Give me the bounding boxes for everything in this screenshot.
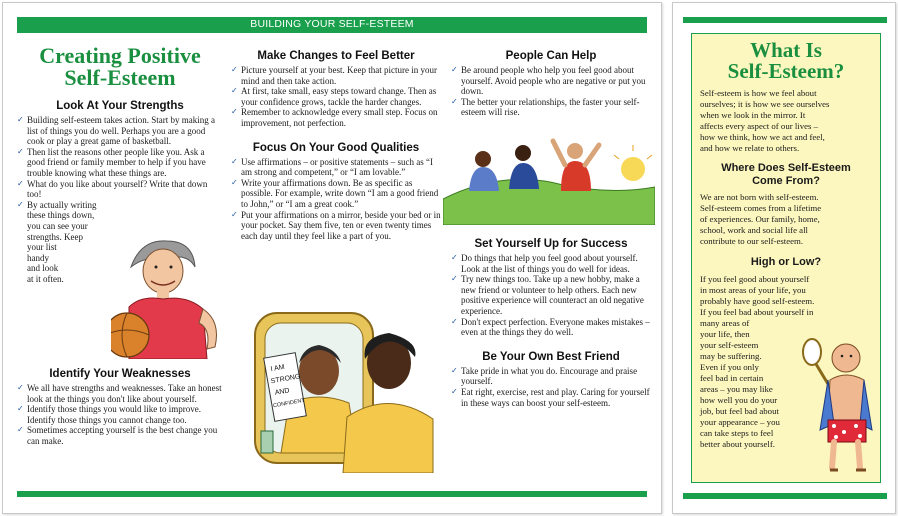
brochure-left-panel	[2, 2, 662, 514]
check-icon: ✓	[451, 253, 458, 262]
list-item: ✓ Building self-esteem takes action. Start by making a list of things you do well. Perhaps you are a good cook or play a great game of basketball.	[17, 115, 215, 147]
qualities-list	[231, 157, 441, 242]
list-item: ✓ Write your affirmations down. Be as specific as possible. For example, write down “I am a good friend to John,” or “I am a great cook.”	[231, 177, 439, 209]
where-paragraph: We are not born with self-esteem. Self-esteem comes from a lifetime of experiences. Our family, home, school, work and social life all contribute to our self-esteem.	[700, 192, 822, 246]
best-friend-heading: Be Your Own Best Friend	[482, 350, 620, 363]
list-item: ✓ Try new things too. Take up a new hobby, make a new friend or volunteer to help others. Each new positive experience will counteract an old negative experience.	[451, 274, 644, 316]
man-with-mirror-illustration	[798, 324, 878, 474]
column-2	[231, 49, 441, 241]
check-icon: ✓	[451, 316, 458, 326]
list-item: ✓ Do things that help you feel good about yourself. Look at the list of things you do well for ideas.	[451, 253, 638, 274]
qualities-heading: Focus On Your Good Qualities	[252, 141, 420, 154]
check-icon: ✓	[17, 178, 24, 188]
high-low-heading: High or Low?	[750, 256, 822, 268]
success-heading: Set Yourself Up for Success	[474, 238, 628, 250]
weaknesses-heading: Identify Your Weaknesses	[49, 368, 191, 380]
check-icon: ✓	[231, 107, 238, 117]
check-icon: ✓	[231, 177, 238, 187]
mirror-affirmation-illustration	[249, 307, 435, 473]
list-item: ✓ Identify those things you would like to improve. Identify those things you cannot change too.	[17, 404, 201, 425]
check-icon: ✓	[17, 425, 24, 435]
right-title-line-1: What Is	[750, 38, 822, 62]
check-icon: ✓	[231, 156, 238, 166]
right-panel-title	[692, 40, 880, 82]
weaknesses-section	[17, 367, 223, 447]
list-item: ✓ Use affirmations – or positive statements – such as “I am strong and competent,” or “I am lovable.”	[231, 156, 434, 178]
list-item: ✓ What do you like about yourself? Write that down too!	[17, 178, 208, 200]
list-item: ✓ At first, take small, easy steps toward change. Then as your confidence grows, tackle the harder changes.	[231, 86, 437, 107]
list-item: ✓ Put your affirmations on a mirror, beside your bed or in your pocket. Say them five, ten or even twenty times each day until they feel like a part of you.	[231, 209, 441, 241]
high-low-paragraph: If you feel good about yourself in most areas of your life, you probably have good self-esteem. If you feel bad about yourself in many areas of your life, then your self-esteem may be suffering. Even if you only feel bad in certain areas – you may like how well you do your job, but feel bad about your appearance – you can take steps to feel better about yourself.	[700, 274, 815, 449]
check-icon: ✓	[231, 86, 238, 96]
check-icon: ✓	[451, 274, 458, 284]
changes-heading: Make Changes to Feel Better	[257, 50, 415, 62]
woman-with-ball-illustration	[111, 229, 231, 359]
list-item: ✓ Remember to acknowledge every small step. Focus on improvement, not perfection.	[231, 107, 438, 128]
list-item: ✓ Then list the reasons other people like you. Ask a good friend or family member to help if you have trouble knowing what these things are.	[17, 146, 206, 178]
top-green-rule	[683, 17, 887, 23]
list-item: ✓ Take pride in what you do. Encourage and praise yourself.	[451, 365, 638, 387]
list-item: ✓ Picture yourself at your best. Keep that picture in your mind and then take action.	[231, 65, 437, 86]
header-title: BUILDING YOUR SELF-ESTEEM	[250, 18, 414, 30]
check-icon: ✓	[17, 146, 24, 156]
check-icon: ✓	[451, 365, 458, 375]
bottom-green-rule	[17, 491, 647, 497]
page-title	[17, 45, 223, 89]
check-icon: ✓	[451, 65, 458, 74]
weaknesses-list	[17, 383, 223, 447]
page-title-line-1: Creating Positive	[39, 43, 201, 68]
people-list	[451, 65, 651, 118]
page-title-line-2: Self-Esteem	[64, 65, 176, 90]
people-heading: People Can Help	[505, 50, 597, 62]
list-item: ✓ Don't expect perfection. Everyone makes mistakes – even at the things they do well.	[451, 316, 650, 338]
list-item: ✓ We all have strengths and weaknesses. Take an honest look at the things you don't like about yourself.	[17, 383, 222, 404]
where-heading: Where Does Self-Esteem Come From?	[721, 162, 851, 187]
intro-paragraph: Self-esteem is how we feel about ourselves; it is how we see ourselves when we look in the mirror. It affects every aspect of our lives – how we think, how we act and feel, and how we relate to others.	[700, 88, 830, 153]
check-icon: ✓	[17, 383, 24, 392]
strengths-heading: Look At Your Strengths	[56, 100, 184, 112]
check-icon: ✓	[451, 386, 458, 396]
list-item: ✓ The better your relationships, the faster your self-esteem will rise.	[451, 96, 640, 118]
changes-list	[231, 65, 441, 129]
brochure-right-panel	[672, 2, 896, 514]
check-icon: ✓	[17, 199, 24, 209]
list-item: ✓ Sometimes accepting yourself is the best change you can make.	[17, 425, 218, 446]
check-icon: ✓	[231, 65, 238, 74]
bottom-green-rule-right	[683, 493, 887, 499]
list-item: ✓ Eat right, exercise, rest and play. Caring for yourself in these ways can boost your self-esteem.	[451, 386, 650, 408]
right-title-line-2: Self-Esteem?	[727, 59, 845, 83]
list-item: ✓ By actually writing these things down, you can see your strengths. Keep your list handy and look at it often.	[17, 199, 97, 284]
svg-text:I AM STRONG AND: I AM STRONG AND CONFIDENT	[270, 363, 306, 410]
best-friend-list	[451, 366, 651, 408]
friends-on-hill-illustration	[443, 129, 655, 225]
check-icon: ✓	[451, 96, 458, 106]
header-band	[17, 17, 647, 33]
check-icon: ✓	[17, 115, 24, 124]
check-icon: ✓	[17, 404, 24, 414]
success-list	[451, 253, 651, 338]
column-3	[451, 49, 651, 118]
column-3-lower	[451, 237, 651, 408]
check-icon: ✓	[231, 209, 238, 219]
what-is-self-esteem-box	[691, 33, 881, 483]
list-item: ✓ Be around people who help you feel good about yourself. Avoid people who are negative or put you down.	[451, 65, 646, 97]
